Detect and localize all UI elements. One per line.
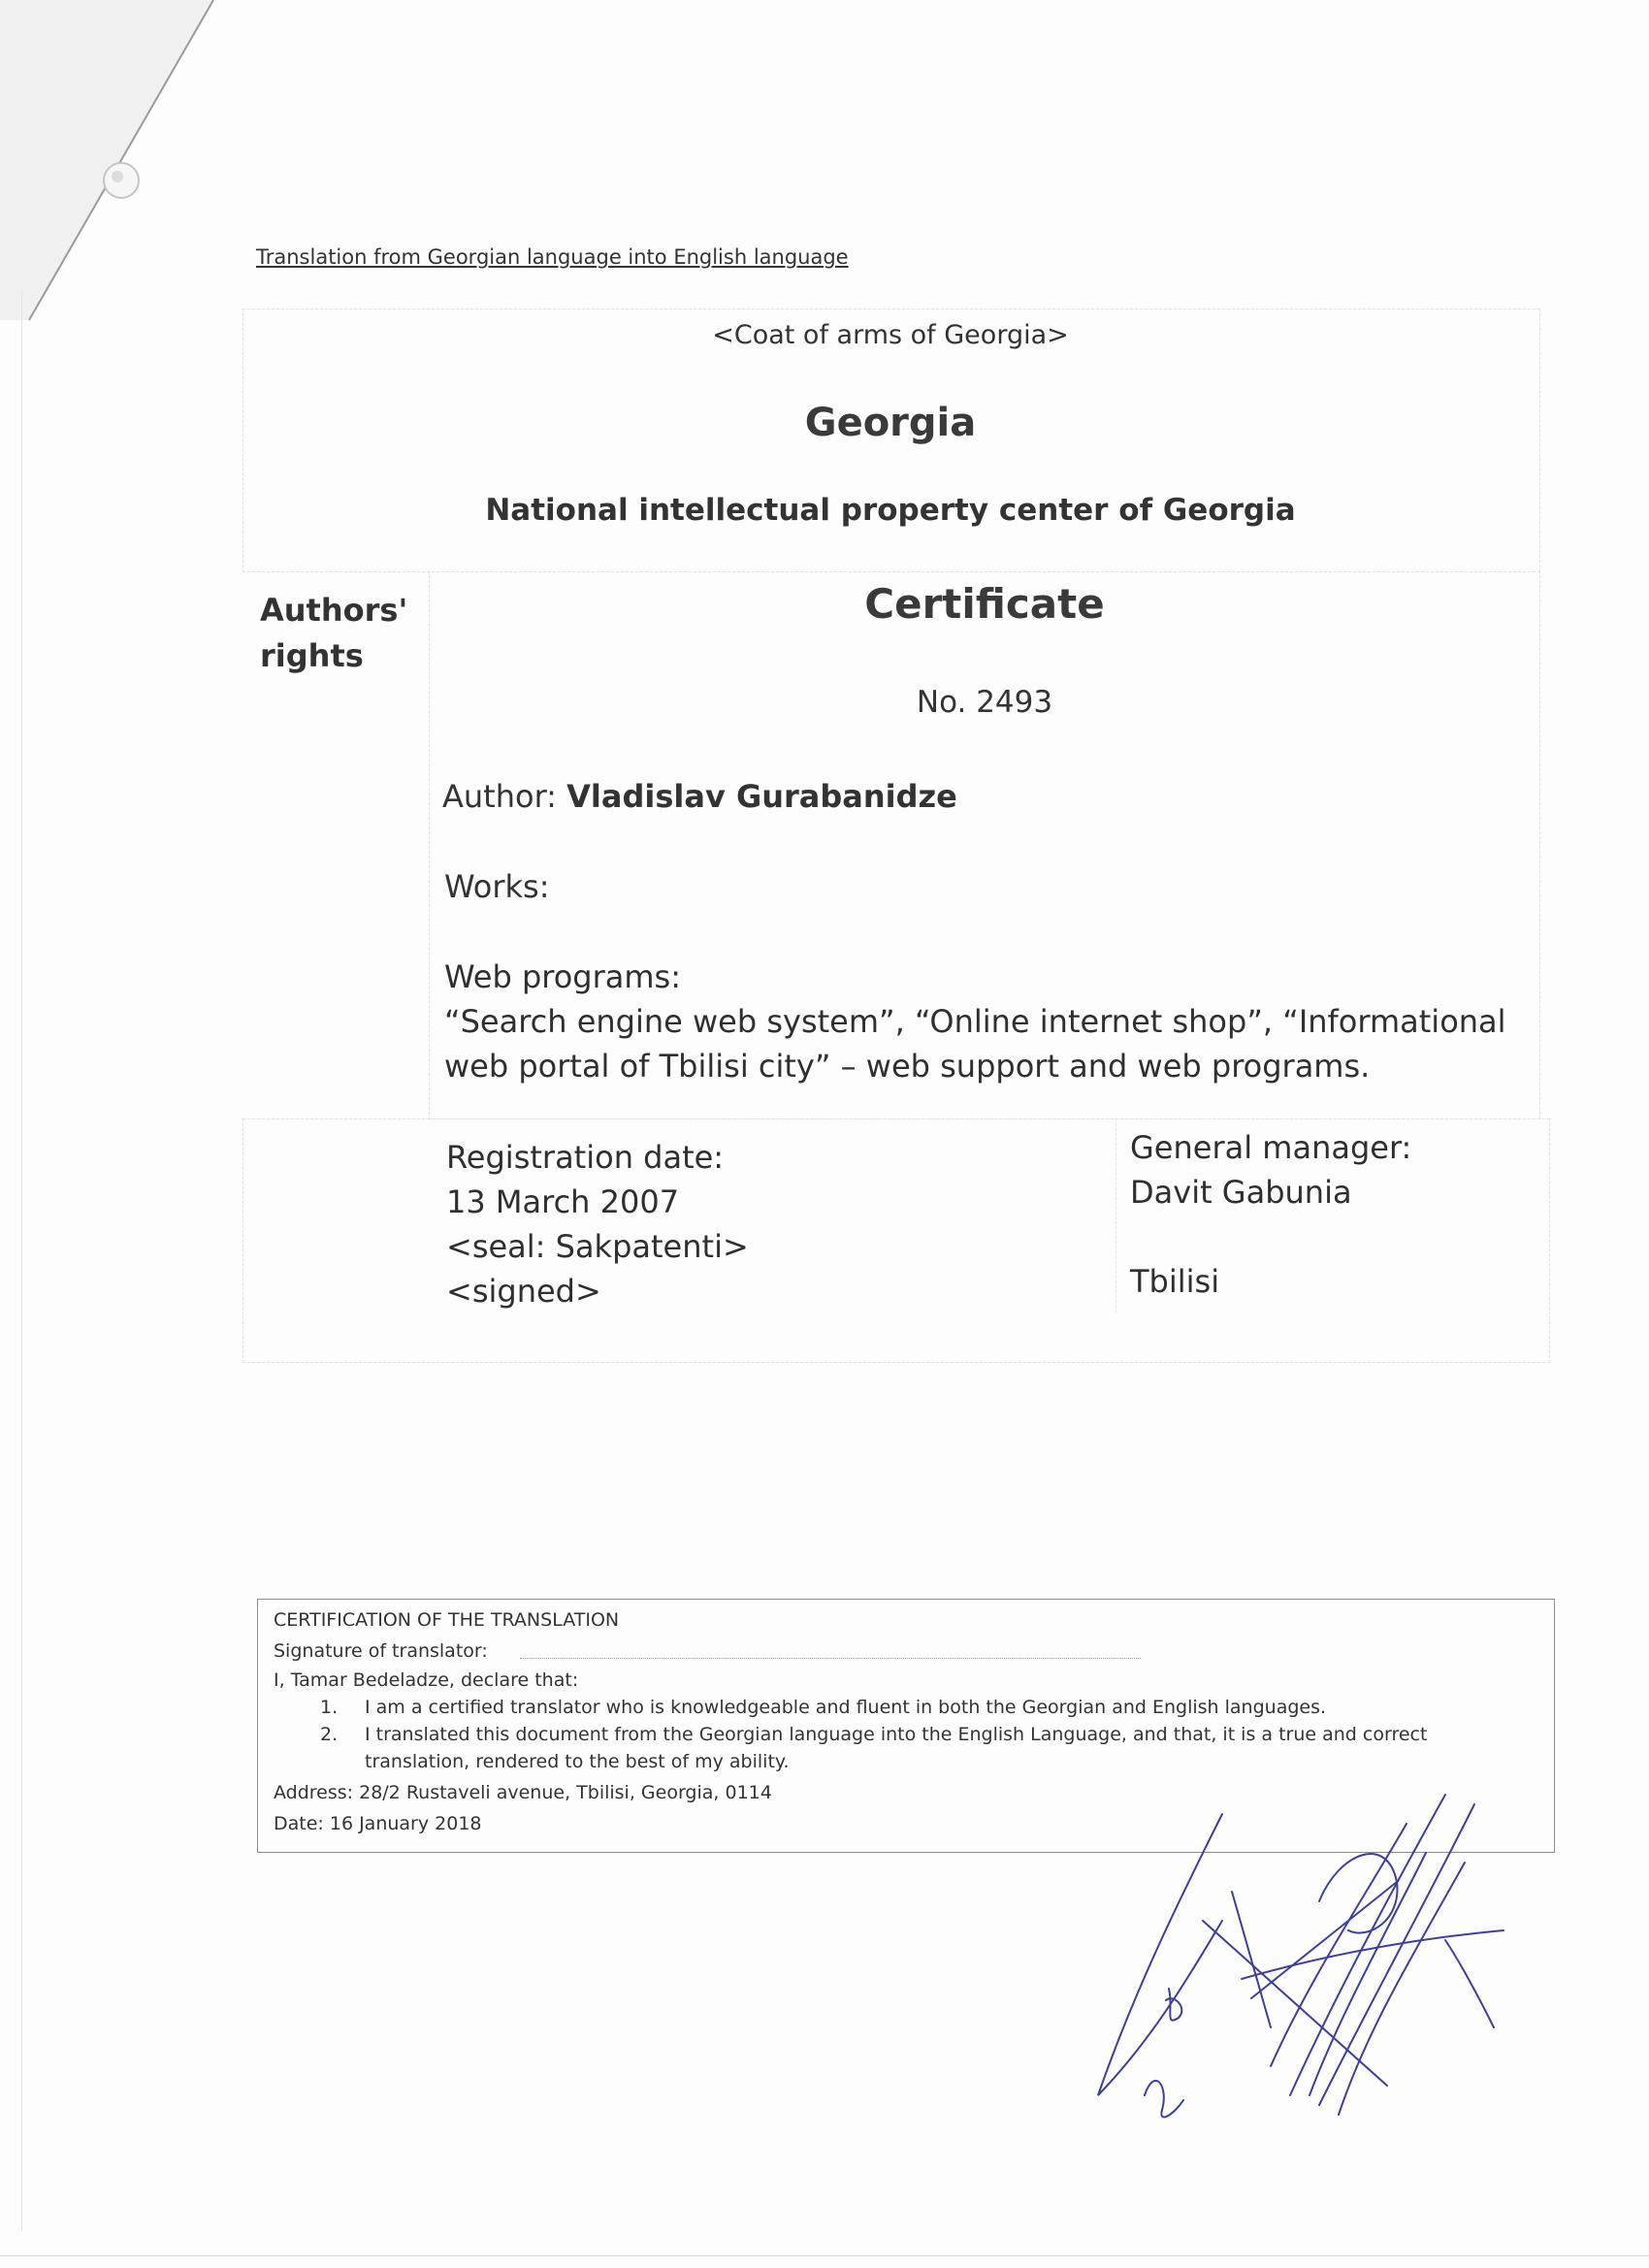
coat-of-arms-note: <Coat of arms of Georgia> [712, 320, 1069, 350]
signature-label: Signature of translator: [274, 1640, 488, 1662]
registration-block [446, 1135, 749, 1313]
author-label: Author: [442, 778, 557, 815]
manager-name: Davit Gabunia [1130, 1174, 1352, 1211]
registration-label: Registration date: [446, 1139, 725, 1176]
web-programs-line-2: web portal of Tbilisi city” – web support and web programs. [444, 1048, 1371, 1085]
list-item-number: 2. [320, 1724, 339, 1745]
address-line: Address: 28/2 Rustaveli avenue, Tbilisi, Georgia, 0114 [274, 1782, 772, 1803]
city-name: Tbilisi [1130, 1263, 1220, 1300]
page-edge-left [21, 291, 22, 2231]
signature-line [520, 1658, 1141, 1659]
certificate-number: No. 2493 [916, 685, 1053, 720]
seal-note: <seal: Sakpatenti> [446, 1228, 749, 1265]
author-name: Vladislav Gurabanidze [566, 778, 957, 815]
certificate-title: Certificate [864, 580, 1105, 628]
web-programs-label: Web programs: [444, 958, 681, 995]
web-programs-block [444, 955, 1531, 1088]
web-programs-line-1: “Search engine web system”, “Online internet shop”, “Informational [444, 1003, 1506, 1040]
list-item-continuation: translation, rendered to the best of my ability. [365, 1751, 790, 1772]
page-edge-bottom [0, 2255, 1649, 2256]
authors-rights-label [260, 588, 425, 679]
side-label-line-1: Authors' [260, 592, 408, 629]
side-label-line-2: rights [260, 637, 364, 674]
author-line [442, 778, 957, 815]
list-item-text: I translated this document from the Georgian language into the English Language, and that, it is a true and correct [365, 1724, 1428, 1745]
list-item-text: I am a certified translator who is knowledgeable and fluent in both the Georgian and English languages. [365, 1697, 1327, 1718]
declaration-line: I, Tamar Bedeladze, declare that: [274, 1669, 579, 1691]
issuer-name: National intellectual property center of Georgia [485, 493, 1296, 528]
translation-note: Translation from Georgian language into English language [256, 245, 849, 269]
handwritten-signature-icon [1077, 1775, 1552, 2144]
works-label: Works: [444, 868, 550, 905]
manager-label: General manager: [1130, 1129, 1412, 1166]
registration-date: 13 March 2007 [446, 1183, 680, 1220]
spacer [1130, 1215, 1411, 1259]
country-heading: Georgia [804, 401, 977, 445]
manager-block [1130, 1125, 1411, 1304]
list-item-number: 1. [320, 1697, 339, 1718]
folded-corner-icon [0, 0, 233, 330]
certification-heading: CERTIFICATION OF THE TRANSLATION [274, 1609, 620, 1631]
date-line: Date: 16 January 2018 [274, 1813, 482, 1834]
signed-note: <signed> [446, 1273, 601, 1310]
